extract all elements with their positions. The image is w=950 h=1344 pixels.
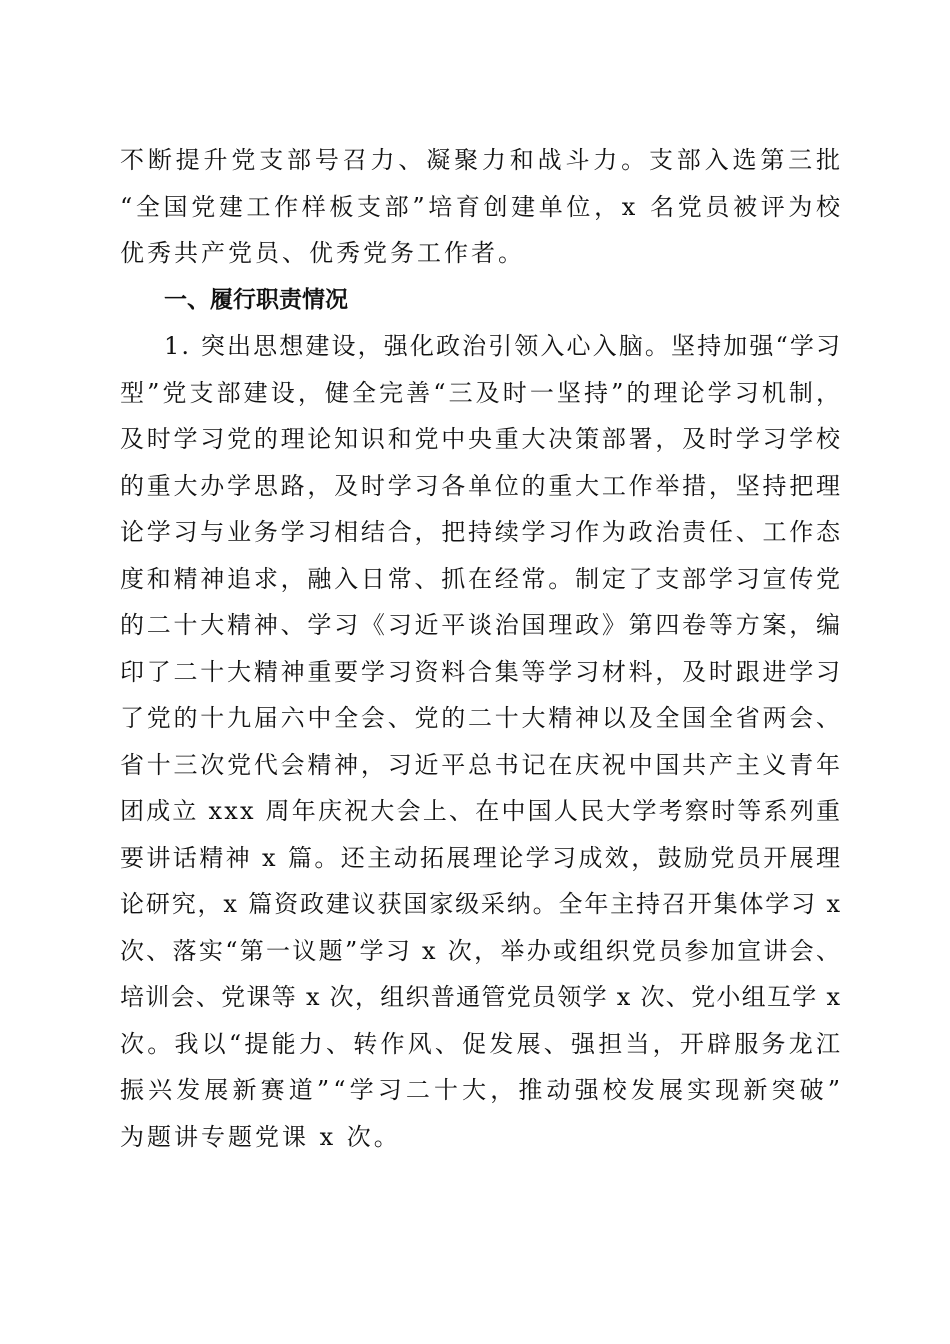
paragraph-line: 论学习与业务学习相结合，把持续学习作为政治责任、工作态 [120,518,843,546]
paragraph-line: 印了二十大精神重要学习资料合集等学习材料，及时跟进学习 [120,657,843,686]
paragraph-line: 了党的十九届六中全会、党的二十大精神以及全国全省两会、 [120,704,843,732]
intro-line: “全国党建工作样板支部”培育创建单位，x 名党员被评为校 [120,192,844,221]
paragraph-line: 次、落实“第一议题”学习 x 次，举办或组织党员参加宣讲会、 [120,936,843,965]
paragraph-line: 次。我以“提能力、转作风、促发展、强担当，开辟服务龙江 [120,1029,844,1058]
intro-line: 优秀共产党员、优秀党务工作者。 [120,239,525,267]
paragraph-line: 省十三次党代会精神，习近平总书记在庆祝中国共产主义青年 [120,750,843,779]
paragraph-line: 的重大办学思路，及时学习各单位的重大工作举措，坚持把理 [120,471,843,500]
paragraph-line: 为题讲专题党课 x 次。 [120,1122,401,1151]
paragraph-line: 要讲话精神 x 篇。还主动拓展理论学习成效，鼓励党员开展理 [120,843,843,872]
paragraph-line: 及时学习党的理论知识和党中央重大决策部署，及时学习学校 [120,425,843,453]
paragraph-line: 度和精神追求，融入日常、抓在经常。制定了支部学习宣传党 [120,564,843,593]
paragraph-line: 的二十大精神、学习《习近平谈治国理政》第四卷等方案，编 [120,611,843,639]
intro-line: 不断提升党支部号召力、凝聚力和战斗力。支部入选第三批 [120,146,844,174]
document-body [120,137,845,1160]
paragraph-line: 振兴发展新赛道”“学习二十大，推动强校发展实现新突破” [120,1076,845,1104]
section-heading: 一、履行职责情况 [164,286,348,313]
paragraph-line: 培训会、党课等 x 次，组织普通管党员领学 x 次、党小组互学 x [120,983,842,1011]
paragraph-line: 论研究，x 篇资政建议获国家级采纳。全年主持召开集体学习 x [120,890,842,918]
paragraph-line: 1. 突出思想建设，强化政治引领入心入脑。坚持加强“学习 [164,332,843,360]
paragraph-line: 团成立 xxx 周年庆祝大会上、在中国人民大学考察时等系列重 [120,797,843,825]
paragraph-line: 型”党支部建设，健全完善“三及时一坚持”的理论学习机制， [120,378,844,407]
